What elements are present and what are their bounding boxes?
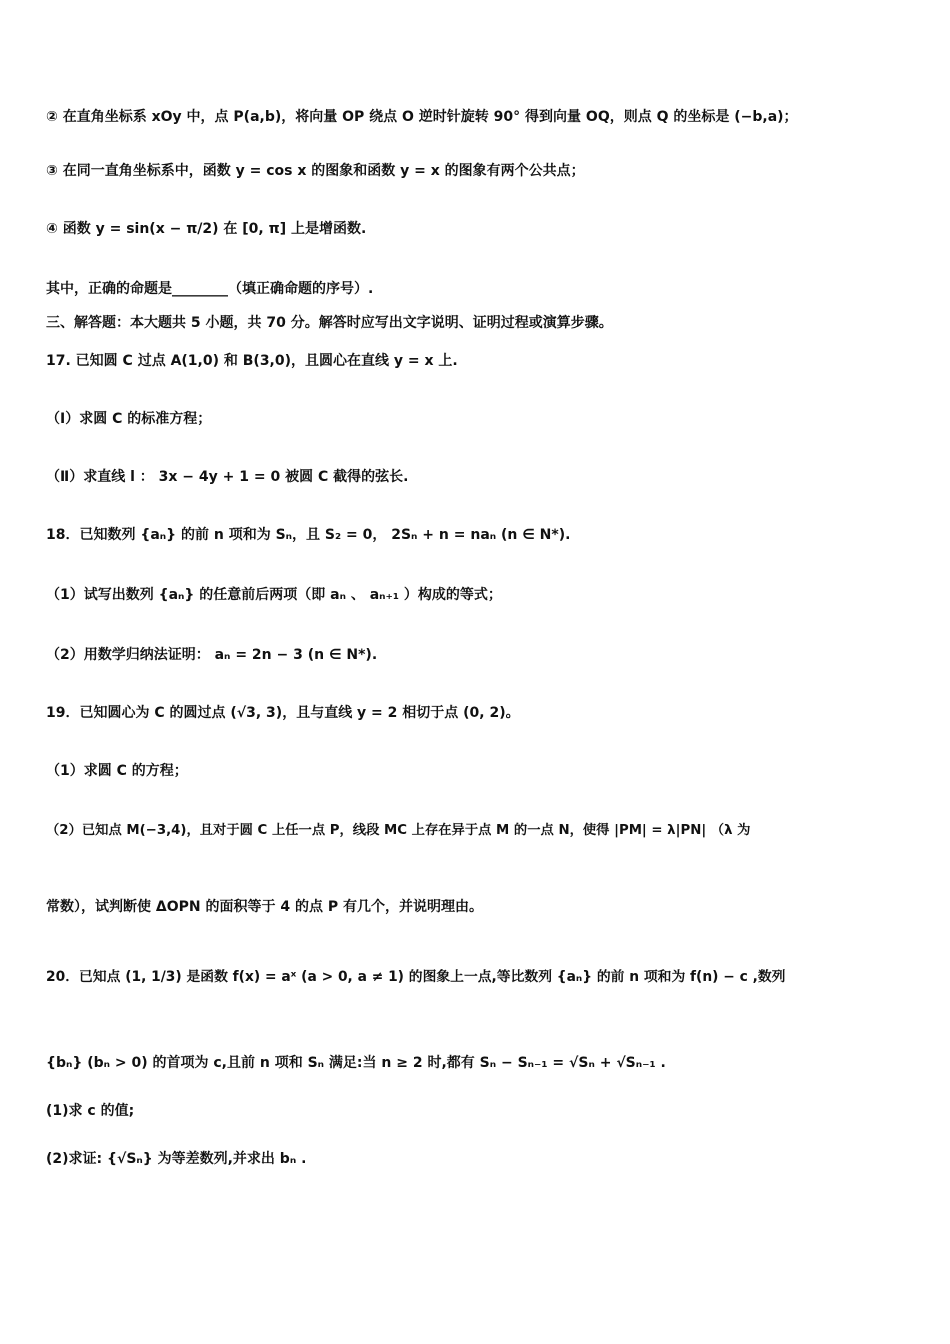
problem-20-cont: {bₙ} (bₙ > 0) 的首项为 c,且前 n 项和 Sₙ 满足:当 n ≥ 2 时,都有 Sₙ − Sₙ₋₁ = √Sₙ + √Sₙ₋₁ . [46,1055,666,1071]
problem-19: 19．已知圆心为 C 的圆过点 (√3, 3)，且与直线 y = 2 相切于点 (0, 2)。 [46,705,520,721]
fill-in-question: 其中，正确的命题是________（填正确命题的序号）. [46,281,374,297]
problem-20-part-1: (1)求 c 的值; [46,1103,135,1119]
problem-19-part-2-cont: 常数），试判断使 ΔOPN 的面积等于 4 的点 P 有几个，并说明理由。 [46,899,483,915]
problem-17: 17. 已知圆 C 过点 A(1,0) 和 B(3,0)，且圆心在直线 y = x 上. [46,353,458,369]
proposition-2: ② 在直角坐标系 xOy 中，点 P(a,b)，将向量 OP 绕点 O 逆时针旋转 90° 得到向量 OQ，则点 Q 的坐标是 (−b,a)； [46,109,798,125]
problem-18-part-2: （2）用数学归纳法证明： aₙ = 2n − 3 (n ∈ N*). [46,647,378,663]
problem-19-part-2: （2）已知点 M(−3,4)，且对于圆 C 上任一点 P，线段 MC 上存在异于点 M 的一点 N，使得 |PM| = λ|PN| （λ 为 [46,823,751,838]
problem-18-part-1: （1）试写出数列 {aₙ} 的任意前后两项（即 aₙ 、 aₙ₊₁ ）构成的等式； [46,587,502,603]
section-heading: 三、解答题：本大题共 5 小题，共 70 分。解答时应写出文字说明、证明过程或演算步骤。 [46,315,613,331]
problem-20: 20．已知点 (1, 1/3) 是函数 f(x) = aˣ (a > 0, a ≠ 1) 的图象上一点,等比数列 {aₙ} 的前 n 项和为 f(n) − c ,数列 [46,969,786,985]
problem-17-part-1: （Ⅰ）求圆 C 的标准方程； [46,411,212,427]
problem-19-part-1: （1）求圆 C 的方程； [46,763,188,779]
problem-17-part-2: （Ⅱ）求直线 l ： 3x − 4y + 1 = 0 被圆 C 截得的弦长. [46,469,409,485]
proposition-4: ④ 函数 y = sin(x − π/2) 在 [0, π] 上是增函数. [46,221,367,237]
problem-20-part-2: (2)求证: {√Sₙ} 为等差数列,并求出 bₙ . [46,1151,307,1167]
problem-18: 18．已知数列 {aₙ} 的前 n 项和为 Sₙ，且 S₂ = 0， 2Sₙ + n = naₙ (n ∈ N*). [46,527,571,543]
proposition-3: ③ 在同一直角坐标系中，函数 y = cos x 的图象和函数 y = x 的图象有两个公共点； [46,163,585,179]
